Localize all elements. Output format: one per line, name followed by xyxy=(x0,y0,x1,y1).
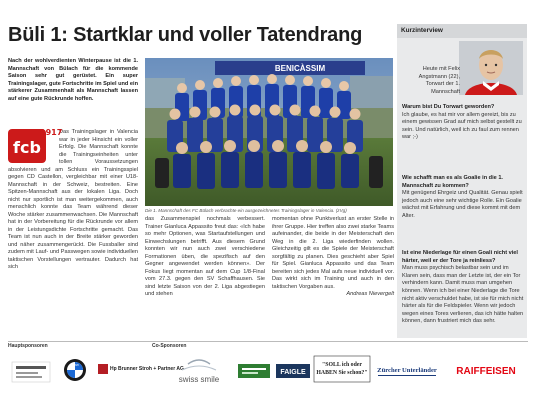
svg-text:fcb: fcb xyxy=(13,138,41,157)
bmw-text: BMW xyxy=(71,363,79,367)
logo-year: 1917 xyxy=(40,128,63,137)
article-column-1 xyxy=(8,129,138,272)
qa-block-1 xyxy=(402,104,524,142)
main-sponsors-label: Hauptsponsoren xyxy=(8,343,48,349)
sponsor-dealer-logo xyxy=(8,354,54,390)
article-column-2 xyxy=(145,216,265,299)
qa-block-2 xyxy=(402,175,524,221)
sponsor-divider xyxy=(8,341,528,342)
author-signature: Andreas Nievergelt xyxy=(346,291,394,297)
question-2: Wie schafft man es als Goalie in die 1. Mannschaft zu kommen? xyxy=(402,175,503,189)
sponsor-faigle-logo xyxy=(274,354,312,390)
faigle-text: FAIGLE xyxy=(280,369,306,376)
sponsor-swiss-smile-logo xyxy=(168,354,230,390)
interview-intro: Heute mit Felix Angstmann (22), Torwart der 1. Mannschaft xyxy=(418,66,460,95)
column-3-text: momentan ohne Punktverlust an erster Stelle in ihrer Gruppe. Hier treffen also zwei starke Teams aufeinander, die beide in der Meisterschaft den Weg in die 2. Liga wiederfinden wollen. Gleichzeitig gilt es die Spiele der Meisterschaft sorgfältig zu planen. Dies geschieht aber Spiel für Spiel. Gianluca Appassito und das Team bereiten sich jedes Mal aufs neue individuell vor. Das wirkt sich im Training und auch in den taktischen Vorgaben aus. xyxy=(272,216,394,290)
lead-paragraph: Nach der wohlverdienten Winterpause ist die 1. Mannschaft von Bülach für die kommende Saison sehr gut gerüstet. Ein super Trainingslager, gute Fortschritte im Spiel und ein stärkerer Zusammenhalt als Mannschaft lassen auf eine gute Rückrunde hoffen. xyxy=(8,58,138,102)
sponsor-brunner-logo xyxy=(96,354,184,390)
sponsor-green-logo xyxy=(236,354,272,390)
article-lead xyxy=(8,58,138,103)
player-portrait xyxy=(459,41,523,95)
soll-line-2: HABEN Sie schon?" xyxy=(316,370,368,376)
zurcher-text: Zürcher Unterländer xyxy=(377,367,437,374)
sponsor-zurcher-logo xyxy=(374,354,440,390)
banner-text: BENICÀSSIM xyxy=(274,64,326,73)
club-logo xyxy=(8,128,63,163)
photo-caption: Die 1. Mannschaft des FC Bülach verbrachte ein ausgezeichnetes Trainingslager in Valencia. (zVg) xyxy=(145,208,347,213)
co-sponsors-label: Co-Sponsoren xyxy=(152,343,187,349)
sponsor-raiffeisen-logo xyxy=(444,354,528,390)
interview-header: Kurzinterview xyxy=(397,24,527,38)
column-2-text: das Zusammenspiel nochmals verbessert. Trainer Gianluca Appassito freut das: «Ich habe so mehr Optionen, was Startaufstellungen und Einwechslungen betrifft. Aus diesem Grund konnten wir nun auch zwei verschiedene Formationen üben, die spezifisch auf den Gegner angewendet werden können». Der Fokus liegt momentan auf dem Cup 1/8-Final vom 27.3. gegen den SV Schaffhausen. Sie sind letzte Saison von der 2. Liga abgestiegen und stehen xyxy=(145,216,265,297)
raiffeisen-text: RAIFFEISEN xyxy=(456,366,516,377)
answer-2: Mit genügend Ehrgeiz und Qualität. Genau spielt jedoch auch eine sehr wichtige Rolle. Ein Goalie wächst mit Erfahrung und diese kommt mit dem Alter. xyxy=(402,190,523,219)
answer-3: Man muss psychisch belastbar sein und im Klaren sein, dass man der Letzte ist, der ein Tor verhindern kann. Damit muss man umgehen können. Wenn ich bei einer Niederlage die Tore nicht aktiv verschuldet habe, ist sie für mich nicht härter als für die Feldspieler. Wenn wir jedoch wegen eines Tores verlieren, das ich hätte halten können, dann frustriert mich das sehr. xyxy=(402,265,524,325)
question-1: Warum bist Du Torwart geworden? xyxy=(402,104,495,110)
article-column-3 xyxy=(272,216,394,299)
soll-line-1: "SOLL ich oder xyxy=(322,362,362,368)
brunner-text: Hp Brunner Stroh + Partner AG xyxy=(110,366,184,372)
qa-block-3 xyxy=(402,250,524,326)
article-headline: Büli 1: Startklar und voller Tatendrang xyxy=(8,24,363,46)
question-3: Ist eine Niederlage für einen Goali nicht viel härter, weil er der Tore ja reinliess? xyxy=(402,250,518,264)
swiss-smile-text: swiss smile xyxy=(178,375,220,384)
team-photo xyxy=(145,58,393,206)
sponsor-soll-haben-logo xyxy=(312,354,372,390)
answer-1: Ich glaube, es hat mir vor allem gereizt, bis zu einem gewissen Grad auf mich selbst gestellt zu sein. Und natürlich, weil ich zu faul zum rennen war ;-) xyxy=(402,111,522,141)
interview-sidebar xyxy=(397,24,527,338)
sponsor-bmw-logo xyxy=(60,354,90,390)
column-1-text: Das Trainingslager in Valencia war in jeder Hinsicht ein voller Erfolg. Die Mannschaft konnte die Trainingseinheiten unter tollen Voraussetzungen absolvieren und am Schluss ein Trainingsspiel gegen CD Castellon, vergleichbar mit einer U18-Mannschaft in der Schweiz, bestreiten. Eine Spitzen-Mannschaft aus der lokalen Liga. Doch nicht nur sportlich ist man weitergekommen, auch menschlich konnte das Team während dieser Woche stärker zusammenwachsen. Die Mannschaft hat in der Vorbereitung für die Rückrunde vor allem in der Leistungsdichte Fortschritte gemacht. Das Team ist nun auch in der Breite stärker geworden und näher zusammengerückt. Die Fussballer sind zudem mit Lauf- und Passwegen sowie individuellen taktischen Vorstellungen vertrauter. Dadurch hat sich xyxy=(8,129,138,270)
